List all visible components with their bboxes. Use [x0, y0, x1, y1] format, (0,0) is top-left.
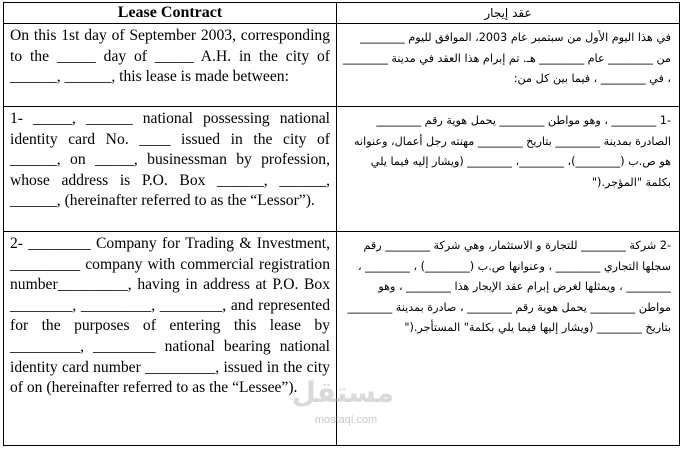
english-clause-lessee — [4, 232, 337, 446]
table-row — [4, 24, 680, 107]
english-title: Lease Contract — [4, 3, 337, 24]
table-row — [4, 232, 680, 446]
watermark-logo: مستقل — [291, 376, 394, 409]
watermark-url: mostaql.com — [314, 414, 378, 426]
clause-text: -2 شركة ________ للتجارة و الاستثمار، وهي شركة ________ رقم سجلها التجاري ________ ، وعنوانها ص.ب (________) ، ________ ، ________ ، ويمثلها لغرض إبرام عقد الإيجار هذا ________ ، وهو مواطن ________ يحمل هوية رقم ________ ، صادرة بمدينة ________ بتاريخ ________ (ويشار إليها فيما يلي بكلمة" المستأجر.(" — [347, 239, 671, 334]
arabic-clause-lessor — [337, 107, 680, 232]
clause-text: 2- ________ Company for Trading & Investment, _________ company with commercial registration number_________, having in address at P.O. Box ________, _________, ________, and represented for the purposes of entering this lease by _________, ________ national bearing national identity card number _________, issued in the city of on (hereinafter referred to as the “Lessee”). — [10, 235, 330, 397]
arabic-clause-lessee — [337, 232, 680, 446]
clause-text: في هذا اليوم الأول من سبتمبر عام 2003، الموافق لليوم ________ من ________ عام ________ هـ. تم إبرام هذا العقد في مدينة ________ ، في ________ ، فيما بين كل من: — [343, 31, 671, 85]
clause-text: -1 ________ ، وهو مواطن ________ يحمل هوية رقم ________ الصادرة بمدينة ________ بتاريخ ________ مهنته رجل أعمال، وعنوانه هو ص.ب (________)، ________، ________ (ويشار إليه فيما يلي بكلمة "المؤجر.(" — [354, 114, 671, 189]
arabic-title: عقد إيجار — [337, 3, 680, 24]
clause-text: On this 1st day of September 2003, corresponding to the _____ day of _____ A.H. in the city of ______, ______, this lease is made between: — [10, 27, 330, 86]
header-row — [4, 3, 680, 24]
english-clause-intro — [4, 24, 337, 107]
english-clause-lessor — [4, 107, 337, 232]
lease-contract — [3, 2, 679, 446]
arabic-clause-intro — [337, 24, 680, 107]
table-row — [4, 107, 680, 232]
clause-text: 1- _____, ______ national possessing national identity card No. ____ issued in the city of ______, on _____, businessman by profession, whose address is P.O. Box ______, ______, ______, (hereinafter referred to as the “Lessor”). — [10, 110, 330, 210]
lease-table — [3, 2, 680, 446]
